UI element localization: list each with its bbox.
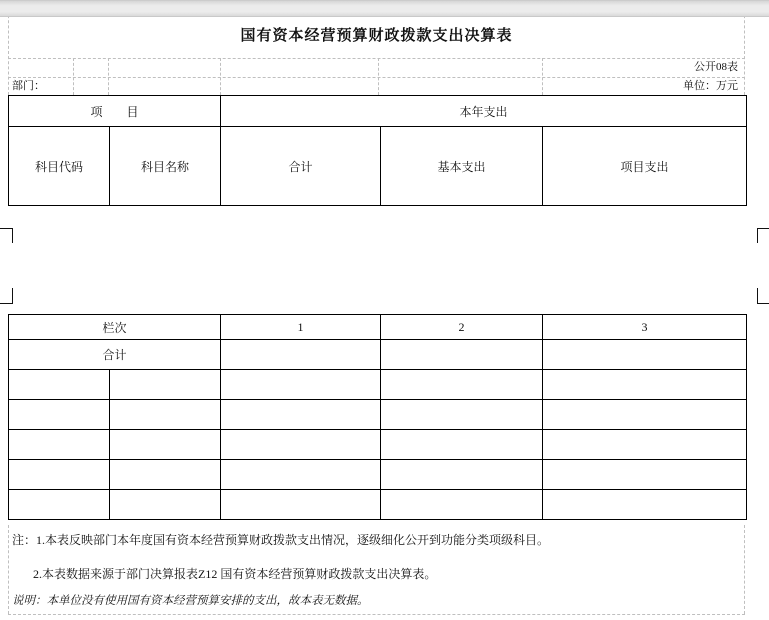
main-table-header-row-1: [9, 96, 747, 127]
project-expenditure-header-cell[interactable]: 项目支出: [543, 127, 747, 206]
page1-bottom-left-margin-mark: [0, 228, 13, 243]
empty-data-cell[interactable]: [543, 430, 747, 460]
empty-data-cell[interactable]: [543, 370, 747, 400]
subject-code-header-cell[interactable]: 科目代码: [9, 127, 110, 206]
print-area-border-right-bottom: [744, 525, 745, 614]
department-label: 部门：: [12, 80, 45, 92]
column-index-3-cell[interactable]: 3: [543, 315, 747, 340]
empty-data-cell[interactable]: [221, 370, 381, 400]
empty-data-cell[interactable]: [110, 490, 221, 520]
item-header-cell[interactable]: 项 目: [9, 96, 221, 127]
empty-data-row: [9, 460, 747, 490]
footnote-2: 2.本表数据来源于部门决算报表Z12 国有资本经营预算财政拨款支出决算表。: [33, 567, 437, 581]
empty-data-cell[interactable]: [543, 400, 747, 430]
total-value-3-cell[interactable]: [543, 340, 747, 370]
page-title: 国有资本经营预算财政拨款支出决算表: [240, 27, 513, 44]
empty-data-cell[interactable]: [543, 490, 747, 520]
table-code-label: 公开08表: [694, 61, 738, 73]
page1-bottom-right-margin-mark: [757, 228, 769, 243]
total-value-2-cell[interactable]: [381, 340, 543, 370]
main-table-header-row-2: [9, 127, 747, 206]
empty-data-cell[interactable]: [381, 370, 543, 400]
second-table-empty-rows: [9, 370, 747, 520]
empty-data-cell[interactable]: [110, 400, 221, 430]
empty-data-cell[interactable]: [221, 430, 381, 460]
empty-data-cell[interactable]: [543, 460, 747, 490]
page2-top-left-margin-mark: [0, 288, 13, 304]
empty-data-cell[interactable]: [381, 430, 543, 460]
column-index-2-cell[interactable]: 2: [381, 315, 543, 340]
empty-data-cell[interactable]: [9, 370, 110, 400]
print-area-border-left-bottom: [8, 525, 9, 614]
column-index-row: [9, 315, 747, 340]
empty-data-cell[interactable]: [110, 460, 221, 490]
footnote-1: 注：1.本表反映部门本年度国有资本经营预算财政拨款支出情况，逐级细化公开到功能分类项级科目。: [12, 533, 550, 547]
empty-data-cell[interactable]: [110, 370, 221, 400]
page2-top-right-margin-mark: [757, 288, 769, 304]
empty-data-cell[interactable]: [221, 400, 381, 430]
empty-data-cell[interactable]: [9, 430, 110, 460]
column-index-table: [8, 314, 747, 520]
empty-data-cell[interactable]: [221, 490, 381, 520]
total-value-1-cell[interactable]: [221, 340, 381, 370]
empty-data-row: [9, 490, 747, 520]
column-index-label-cell[interactable]: 栏次: [9, 315, 221, 340]
empty-data-row: [9, 400, 747, 430]
empty-data-cell[interactable]: [381, 490, 543, 520]
empty-data-cell[interactable]: [9, 400, 110, 430]
empty-data-cell[interactable]: [381, 460, 543, 490]
empty-data-row: [9, 430, 747, 460]
main-expenditure-table: [8, 95, 747, 206]
page-gap-band: [0, 0, 769, 17]
empty-data-cell[interactable]: [381, 400, 543, 430]
print-area-border-bottom: [8, 614, 745, 615]
total-row: [9, 340, 747, 370]
empty-data-cell[interactable]: [110, 430, 221, 460]
subject-name-header-cell[interactable]: 科目名称: [110, 127, 221, 206]
statement-note: 说明：本单位没有使用国有资本经营预算安排的支出，故本表无数据。: [12, 595, 369, 607]
empty-data-row: [9, 370, 747, 400]
total-header-cell[interactable]: 合计: [221, 127, 381, 206]
column-index-1-cell[interactable]: 1: [221, 315, 381, 340]
empty-data-cell[interactable]: [221, 460, 381, 490]
unit-label: 单位：万元: [683, 80, 738, 92]
empty-data-cell[interactable]: [9, 490, 110, 520]
year-expenditure-header-cell[interactable]: 本年支出: [221, 96, 747, 127]
basic-expenditure-header-cell[interactable]: 基本支出: [381, 127, 543, 206]
empty-data-cell[interactable]: [9, 460, 110, 490]
total-label-cell[interactable]: 合计: [9, 340, 221, 370]
